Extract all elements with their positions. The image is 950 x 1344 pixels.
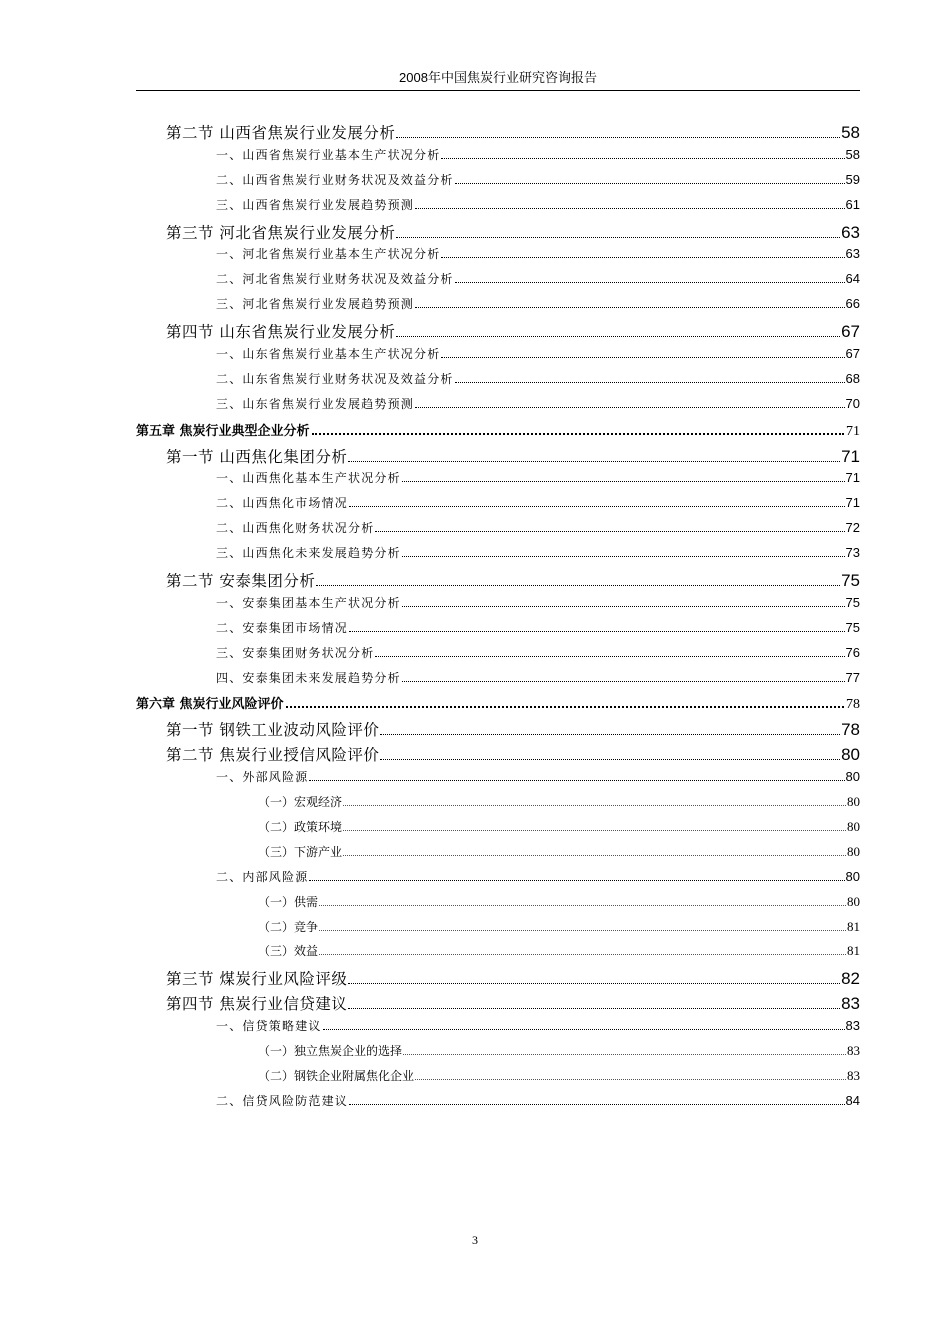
toc-entry-page: 67: [841, 322, 860, 342]
toc-entry-title: 第一节 钢铁工业波动风险评价: [166, 721, 380, 740]
toc-entry-page: 68: [845, 370, 860, 386]
toc-entry-title: 一、山西省焦炭行业基本生产状况分析: [216, 147, 441, 162]
dot-leader: [316, 585, 840, 586]
toc-entry-page: 82: [841, 969, 860, 989]
dot-leader: [415, 1079, 846, 1080]
toc-entry-page: 77: [845, 669, 860, 685]
dot-leader: [415, 208, 845, 209]
toc-entry-page: 71: [845, 470, 860, 486]
toc-entry-page: 76: [845, 644, 860, 660]
toc-entry-page: 83: [845, 1018, 860, 1034]
dot-leader: [309, 880, 844, 881]
toc-entry-page: 83: [847, 1042, 860, 1058]
dot-leader: [375, 656, 844, 657]
toc-entry[interactable]: [0, 967, 950, 992]
dot-leader: [441, 158, 844, 159]
dot-leader: [349, 1104, 845, 1105]
toc-entry-title: 第一节 山西焦化集团分析: [166, 447, 348, 466]
toc-entry[interactable]: [0, 320, 950, 345]
toc-entry-page: 80: [847, 893, 860, 909]
dot-leader: [348, 983, 840, 984]
dot-leader: [309, 780, 844, 781]
dot-leader: [312, 433, 844, 435]
toc-entry[interactable]: [0, 494, 950, 519]
header-title: 2008年中国焦炭行业研究咨询报告: [399, 70, 597, 85]
toc-entry-title: 二、山西焦化财务状况分析: [216, 521, 375, 536]
toc-entry-title: 三、山东省焦炭行业发展趋势预测: [216, 396, 415, 411]
toc-entry-title: 第三节 煤炭行业风险评级: [166, 970, 348, 989]
toc-entry-title: （二）竞争: [258, 919, 319, 934]
toc-entry-page: 81: [847, 918, 860, 934]
toc-entry[interactable]: [0, 818, 950, 843]
toc-entry[interactable]: [0, 893, 950, 918]
toc-entry[interactable]: [0, 669, 950, 694]
toc-entry[interactable]: [0, 768, 950, 793]
dot-leader: [455, 282, 845, 283]
toc-entry-title: 二、山西省焦炭行业财务状况及效益分析: [216, 172, 454, 187]
toc-entry[interactable]: [0, 743, 950, 768]
toc-entry-title: （二）政策环境: [258, 819, 343, 834]
toc-entry-page: 58: [845, 146, 860, 162]
toc-entry-title: （一）供需: [258, 894, 319, 909]
toc-entry-title: （三）下游产业: [258, 844, 343, 859]
dot-leader: [349, 506, 845, 507]
toc-entry[interactable]: [0, 420, 950, 445]
toc-entry-title: 二、内部风险源: [216, 869, 309, 884]
toc-entry-page: 75: [845, 594, 860, 610]
page-footer: [0, 1233, 950, 1248]
toc-entry[interactable]: [0, 693, 950, 718]
toc-entry[interactable]: [0, 146, 950, 171]
toc-entry[interactable]: [0, 594, 950, 619]
toc-entry[interactable]: [0, 221, 950, 246]
dot-leader: [375, 531, 844, 532]
dot-leader: [441, 357, 844, 358]
dot-leader: [396, 237, 840, 238]
toc-entry[interactable]: [0, 992, 950, 1017]
toc-entry-page: 61: [845, 196, 860, 212]
toc-entry-page: 59: [845, 171, 860, 187]
toc-entry[interactable]: [0, 245, 950, 270]
toc-entry-title: 一、山东省焦炭行业基本生产状况分析: [216, 347, 441, 362]
toc-entry-page: 80: [845, 868, 860, 884]
toc-entry[interactable]: [0, 843, 950, 868]
toc-entry-page: 58: [841, 123, 860, 142]
table-of-contents: [0, 121, 950, 1117]
toc-entry-title: 二、安泰集团市场情况: [216, 620, 349, 635]
toc-entry-title: 一、外部风险源: [216, 770, 309, 785]
dot-leader: [402, 556, 845, 557]
toc-entry-title: 三、山西省焦炭行业发展趋势预测: [216, 197, 415, 212]
toc-entry-title: 第五章 焦炭行业典型企业分析: [136, 423, 310, 439]
toc-entry-page: 71: [846, 423, 860, 439]
toc-entry[interactable]: [0, 370, 950, 395]
dot-leader: [455, 183, 845, 184]
toc-entry[interactable]: [0, 544, 950, 569]
dot-leader: [380, 734, 840, 735]
toc-entry-page: 80: [841, 745, 860, 765]
toc-entry[interactable]: [0, 1067, 950, 1092]
toc-entry[interactable]: [0, 868, 950, 893]
toc-entry-title: 第六章 焦炭行业风险评价: [136, 697, 284, 713]
dot-leader: [343, 855, 846, 856]
dot-leader: [415, 407, 845, 408]
toc-entry-page: 84: [845, 1092, 860, 1108]
dot-leader: [343, 805, 846, 806]
toc-entry-title: 一、山西焦化基本生产状况分析: [216, 471, 401, 486]
toc-entry-title: 二、山东省焦炭行业财务状况及效益分析: [216, 371, 454, 386]
toc-entry[interactable]: [0, 395, 950, 420]
dot-leader: [319, 905, 846, 906]
toc-entry-title: 第四节 山东省焦炭行业发展分析: [166, 323, 396, 342]
toc-entry-page: 80: [845, 769, 860, 785]
toc-entry-title: 第二节 焦炭行业授信风险评价: [166, 746, 380, 765]
toc-entry-page: 80: [847, 843, 860, 859]
dot-leader: [343, 830, 846, 831]
toc-entry[interactable]: [0, 121, 950, 146]
toc-entry[interactable]: [0, 345, 950, 370]
toc-entry-page: 83: [847, 1067, 860, 1083]
toc-entry[interactable]: [0, 196, 950, 221]
dot-leader: [455, 382, 845, 383]
dot-leader: [396, 137, 840, 138]
dot-leader: [402, 681, 845, 682]
toc-entry-title: 二、信贷风险防范建议: [216, 1093, 349, 1108]
toc-entry[interactable]: [0, 270, 950, 295]
dot-leader: [403, 1054, 846, 1055]
toc-entry[interactable]: [0, 793, 950, 818]
toc-entry[interactable]: [0, 295, 950, 320]
toc-entry[interactable]: [0, 519, 950, 544]
toc-entry-title: （一）宏观经济: [258, 795, 343, 810]
toc-entry-page: 73: [845, 545, 860, 561]
toc-entry-title: 一、安泰集团基本生产状况分析: [216, 595, 401, 610]
toc-entry-title: 三、山西焦化未来发展趋势分析: [216, 546, 401, 561]
toc-entry-title: （一）独立焦炭企业的选择: [258, 1043, 403, 1058]
toc-entry-title: （二）钢铁企业附属焦化企业: [258, 1068, 415, 1083]
toc-entry-page: 71: [845, 495, 860, 511]
toc-entry-title: 二、河北省焦炭行业财务状况及效益分析: [216, 272, 454, 287]
page-header: [136, 68, 860, 91]
toc-entry-page: 63: [845, 246, 860, 262]
dot-leader: [402, 606, 845, 607]
toc-entry-page: 80: [847, 794, 860, 810]
toc-entry-title: 三、安泰集团财务状况分析: [216, 645, 375, 660]
toc-entry-page: 81: [847, 943, 860, 959]
toc-entry-page: 75: [845, 619, 860, 635]
toc-entry-page: 63: [841, 222, 860, 242]
toc-entry-page: 70: [845, 395, 860, 411]
page-number: 3: [472, 1233, 478, 1247]
toc-entry-page: 75: [841, 571, 860, 591]
toc-entry-title: 第二节 安泰集团分析: [166, 572, 316, 591]
toc-entry-page: 67: [845, 346, 860, 362]
dot-leader: [323, 1029, 845, 1030]
toc-entry[interactable]: [0, 942, 950, 967]
toc-entry[interactable]: [0, 619, 950, 644]
toc-entry[interactable]: [0, 918, 950, 943]
dot-leader: [415, 307, 845, 308]
dot-leader: [402, 481, 845, 482]
toc-entry-page: 66: [845, 296, 860, 312]
dot-leader: [348, 461, 840, 462]
toc-entry-page: 80: [847, 818, 860, 834]
dot-leader: [396, 336, 840, 337]
toc-entry[interactable]: [0, 1017, 950, 1042]
toc-entry-title: 第四节 焦炭行业信贷建议: [166, 995, 348, 1014]
toc-entry-title: 第二节 山西省焦炭行业发展分析: [166, 124, 396, 142]
toc-entry[interactable]: [0, 569, 950, 594]
toc-entry[interactable]: [0, 1092, 950, 1117]
toc-entry-title: 一、河北省焦炭行业基本生产状况分析: [216, 247, 441, 262]
dot-leader: [319, 954, 846, 955]
toc-entry-title: 第三节 河北省焦炭行业发展分析: [166, 223, 396, 242]
toc-entry-page: 78: [841, 720, 860, 740]
toc-entry[interactable]: [0, 445, 950, 470]
dot-leader: [348, 1008, 840, 1009]
toc-entry-title: 四、安泰集团未来发展趋势分析: [216, 670, 401, 685]
toc-entry-page: 71: [841, 446, 860, 466]
toc-entry-title: 一、信贷策略建议: [216, 1019, 322, 1034]
toc-entry-title: （三）效益: [258, 944, 319, 959]
dot-leader: [349, 631, 845, 632]
toc-entry-title: 二、山西焦化市场情况: [216, 496, 349, 511]
toc-entry-page: 72: [845, 520, 860, 536]
toc-entry-page: 83: [841, 994, 860, 1014]
toc-entry-title: 三、河北省焦炭行业发展趋势预测: [216, 297, 415, 312]
dot-leader: [441, 257, 844, 258]
toc-entry-page: 64: [845, 271, 860, 287]
toc-entry[interactable]: [0, 718, 950, 743]
toc-entry[interactable]: [0, 1042, 950, 1067]
toc-entry-page: 78: [846, 697, 860, 713]
toc-entry[interactable]: [0, 644, 950, 669]
dot-leader: [286, 706, 844, 708]
toc-entry[interactable]: [0, 171, 950, 196]
toc-entry[interactable]: [0, 469, 950, 494]
dot-leader: [380, 759, 840, 760]
dot-leader: [319, 930, 846, 931]
